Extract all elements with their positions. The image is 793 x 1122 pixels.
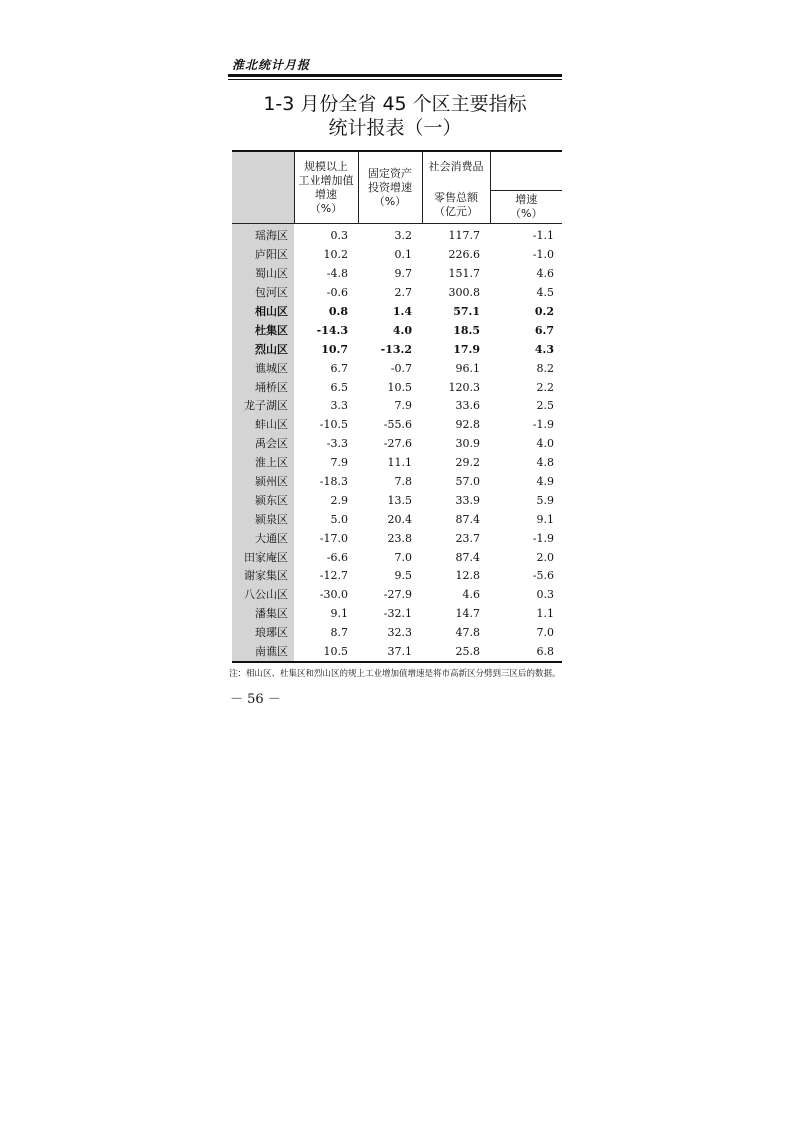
header-rule-thin xyxy=(228,79,562,80)
industry-growth-cell: -6.6 xyxy=(326,550,348,564)
table-row xyxy=(232,510,562,529)
table-row xyxy=(232,586,562,605)
retail-total-cell: 87.4 xyxy=(455,550,480,564)
district-name-cell: 颍州区 xyxy=(232,473,294,492)
investment-growth-cell: 32.3 xyxy=(387,626,412,640)
industry-growth-cell: 10.5 xyxy=(294,643,358,663)
retail-total-cell: 23.7 xyxy=(455,531,480,545)
retail-growth-cell: 2.5 xyxy=(536,399,554,413)
retail-total-cell: 12.8 xyxy=(455,569,480,583)
retail-total-cell: 120.3 xyxy=(448,380,480,394)
investment-growth-cell: 1.4 xyxy=(392,305,412,318)
district-name-cell: 南谯区 xyxy=(232,643,294,663)
table-row xyxy=(232,435,562,454)
retail-total-cell: 87.4 xyxy=(455,512,480,526)
investment-growth-cell: 37.1 xyxy=(358,643,422,663)
investment-growth-cell: -27.9 xyxy=(383,588,412,602)
header-retail-total-line: 零售总额 xyxy=(434,190,478,204)
industry-growth-cell: 5.0 xyxy=(330,512,348,526)
industry-growth-cell: 2.9 xyxy=(330,493,348,507)
district-name-cell: 颍东区 xyxy=(232,491,294,510)
retail-total-cell: 57.0 xyxy=(455,475,480,489)
investment-growth-cell: 9.5 xyxy=(394,569,412,583)
district-name-cell: 颍泉区 xyxy=(232,510,294,529)
header-rule-thick xyxy=(228,74,562,77)
district-name-cell: 庐阳区 xyxy=(232,246,294,265)
table-corner-cell xyxy=(232,151,294,224)
header-industry-line: 增速 xyxy=(315,187,337,201)
retail-growth-cell: 5.9 xyxy=(536,493,554,507)
table-row xyxy=(232,548,562,567)
industry-growth-cell: 0.8 xyxy=(328,305,348,318)
district-name-cell: 淮上区 xyxy=(232,454,294,473)
industry-growth-cell: -30.0 xyxy=(319,588,348,602)
district-name-cell: 瑶海区 xyxy=(232,224,294,246)
retail-total-cell: 226.6 xyxy=(448,248,480,262)
industry-growth-cell: -4.8 xyxy=(326,267,348,281)
industry-growth-cell: 6.5 xyxy=(330,380,348,394)
investment-growth-cell: 0.1 xyxy=(394,248,412,262)
retail-growth-cell: 4.6 xyxy=(536,267,554,281)
district-name-cell: 谯城区 xyxy=(232,359,294,378)
retail-growth-cell: -5.6 xyxy=(532,569,554,583)
retail-growth-cell: -1.9 xyxy=(532,531,554,545)
header-retail-total xyxy=(422,191,490,224)
header-retail-group-ext xyxy=(490,151,562,191)
retail-total-cell: 4.6 xyxy=(462,588,480,602)
district-name-cell: 禹会区 xyxy=(232,435,294,454)
retail-growth-cell: 4.8 xyxy=(536,456,554,470)
retail-growth-cell: 1.1 xyxy=(536,607,554,621)
statistics-table xyxy=(232,150,562,663)
investment-growth-cell: 4.0 xyxy=(392,323,412,337)
header-investment-line: （%） xyxy=(373,194,407,208)
retail-growth-cell: 2.0 xyxy=(536,550,554,564)
industry-growth-cell: -12.7 xyxy=(319,569,348,583)
retail-total-cell: 17.9 xyxy=(453,342,480,356)
district-name-cell: 龙子湖区 xyxy=(232,397,294,416)
table-row xyxy=(232,246,562,265)
table-row xyxy=(232,303,562,322)
district-name-cell: 烈山区 xyxy=(232,340,294,359)
retail-growth-cell: -1.0 xyxy=(532,248,554,262)
table-row xyxy=(232,321,562,340)
industry-growth-cell: -10.5 xyxy=(319,418,348,432)
table-row xyxy=(232,340,562,359)
retail-total-cell: 25.8 xyxy=(422,643,490,663)
investment-growth-cell: 7.8 xyxy=(394,475,412,489)
investment-growth-cell: -32.1 xyxy=(383,607,412,621)
investment-growth-cell: 23.8 xyxy=(387,531,412,545)
table-row xyxy=(232,224,562,246)
industry-growth-cell: 6.7 xyxy=(330,361,348,375)
district-name-cell: 谢家集区 xyxy=(232,567,294,586)
district-name-cell: 包河区 xyxy=(232,284,294,303)
retail-growth-cell: 4.0 xyxy=(536,437,554,451)
industry-growth-cell: -3.3 xyxy=(326,437,348,451)
district-name-cell: 大通区 xyxy=(232,529,294,548)
table-row xyxy=(232,284,562,303)
header-retail-growth-line: （%） xyxy=(510,207,543,220)
retail-growth-cell: 6.8 xyxy=(490,643,562,663)
investment-growth-cell: 10.5 xyxy=(387,380,412,394)
district-name-cell: 埇桥区 xyxy=(232,378,294,397)
industry-growth-cell: 9.1 xyxy=(330,607,348,621)
table-row xyxy=(232,605,562,624)
retail-total-cell: 18.5 xyxy=(453,323,480,337)
title-line-1: 1-3 月份全省 45 个区主要指标 xyxy=(263,93,527,115)
investment-growth-cell: 9.7 xyxy=(394,267,412,281)
retail-total-cell: 57.1 xyxy=(453,305,480,318)
retail-total-cell: 14.7 xyxy=(455,607,480,621)
journal-title: 淮北统计月报 xyxy=(232,58,311,72)
retail-growth-cell: 4.5 xyxy=(536,286,554,300)
retail-total-cell: 29.2 xyxy=(455,456,480,470)
retail-total-cell: 96.1 xyxy=(455,361,480,375)
retail-growth-cell: 2.2 xyxy=(536,380,554,394)
page-title xyxy=(228,92,562,140)
industry-growth-cell: 3.3 xyxy=(330,399,348,413)
retail-total-cell: 33.9 xyxy=(455,493,480,507)
retail-growth-cell: 8.2 xyxy=(536,361,554,375)
retail-growth-cell: 9.1 xyxy=(536,512,554,526)
header-retail-growth xyxy=(490,191,562,224)
footnote: 注：相山区、杜集区和烈山区的规上工业增加值增速是将市高新区分劈到三区后的数据。 xyxy=(229,669,561,679)
header-retail-total-line: （亿元） xyxy=(434,204,478,218)
district-name-cell: 蜀山区 xyxy=(232,265,294,284)
table-row xyxy=(232,359,562,378)
investment-growth-cell: 7.9 xyxy=(394,399,412,413)
investment-growth-cell: -27.6 xyxy=(383,437,412,451)
table-row xyxy=(232,624,562,643)
industry-growth-cell: 8.7 xyxy=(330,626,348,640)
table-row xyxy=(232,416,562,435)
investment-growth-cell: 3.2 xyxy=(394,229,412,243)
investment-growth-cell: 13.5 xyxy=(387,493,412,507)
table-row xyxy=(232,643,562,663)
retail-growth-cell: 6.7 xyxy=(534,323,554,337)
investment-growth-cell: -55.6 xyxy=(383,418,412,432)
header-retail-growth-line: 增速 xyxy=(515,193,538,206)
table-body xyxy=(232,224,562,663)
retail-total-cell: 30.9 xyxy=(455,437,480,451)
retail-total-cell: 300.8 xyxy=(448,286,480,300)
table-row xyxy=(232,397,562,416)
industry-growth-cell: -18.3 xyxy=(319,475,348,489)
header-investment xyxy=(358,151,422,224)
investment-growth-cell: -0.7 xyxy=(390,361,412,375)
retail-total-cell: 151.7 xyxy=(448,267,480,281)
table-row xyxy=(232,491,562,510)
industry-growth-cell: -17.0 xyxy=(319,531,348,545)
investment-growth-cell: 2.7 xyxy=(394,286,412,300)
header-retail-group xyxy=(422,151,490,191)
retail-growth-cell: -1.9 xyxy=(532,418,554,432)
industry-growth-cell: 0.3 xyxy=(330,229,348,243)
header-industry-line: （%） xyxy=(309,201,343,215)
district-name-cell: 杜集区 xyxy=(232,321,294,340)
industry-growth-cell: -0.6 xyxy=(326,286,348,300)
district-name-cell: 田家庵区 xyxy=(232,548,294,567)
retail-total-cell: 47.8 xyxy=(455,626,480,640)
district-name-cell: 相山区 xyxy=(232,303,294,322)
district-name-cell: 琅琊区 xyxy=(232,624,294,643)
table-row xyxy=(232,473,562,492)
industry-growth-cell: -14.3 xyxy=(316,323,348,337)
table-row xyxy=(232,529,562,548)
header-industry-line: 规模以上 xyxy=(304,159,348,173)
table-row xyxy=(232,454,562,473)
retail-growth-cell: 0.2 xyxy=(534,305,554,318)
district-name-cell: 蚌山区 xyxy=(232,416,294,435)
industry-growth-cell: 10.7 xyxy=(321,342,348,356)
industry-growth-cell: 7.9 xyxy=(330,456,348,470)
district-name-cell: 八公山区 xyxy=(232,586,294,605)
header-investment-line: 投资增速 xyxy=(368,180,412,194)
retail-growth-cell: 7.0 xyxy=(536,626,554,640)
retail-total-cell: 117.7 xyxy=(448,229,480,243)
header-industry-line: 工业增加值 xyxy=(298,173,354,187)
title-line-2: 统计报表（一） xyxy=(328,117,462,139)
retail-total-cell: 92.8 xyxy=(455,418,480,432)
table-row xyxy=(232,378,562,397)
investment-growth-cell: 7.0 xyxy=(394,550,412,564)
retail-growth-cell: -1.1 xyxy=(532,229,554,243)
table-row xyxy=(232,265,562,284)
investment-growth-cell: 11.1 xyxy=(387,456,412,470)
industry-growth-cell: 10.2 xyxy=(323,248,348,262)
header-retail-group-label: 社会消费品 xyxy=(428,160,484,173)
investment-growth-cell: 20.4 xyxy=(387,512,412,526)
table-row xyxy=(232,567,562,586)
retail-total-cell: 33.6 xyxy=(455,399,480,413)
retail-growth-cell: 0.3 xyxy=(536,588,554,602)
district-name-cell: 潘集区 xyxy=(232,605,294,624)
investment-growth-cell: -13.2 xyxy=(380,342,412,356)
retail-growth-cell: 4.3 xyxy=(534,342,554,356)
page-number: － 56 － xyxy=(230,692,281,707)
retail-growth-cell: 4.9 xyxy=(536,475,554,489)
header-industry xyxy=(294,151,358,224)
header-investment-line: 固定资产 xyxy=(368,166,412,180)
